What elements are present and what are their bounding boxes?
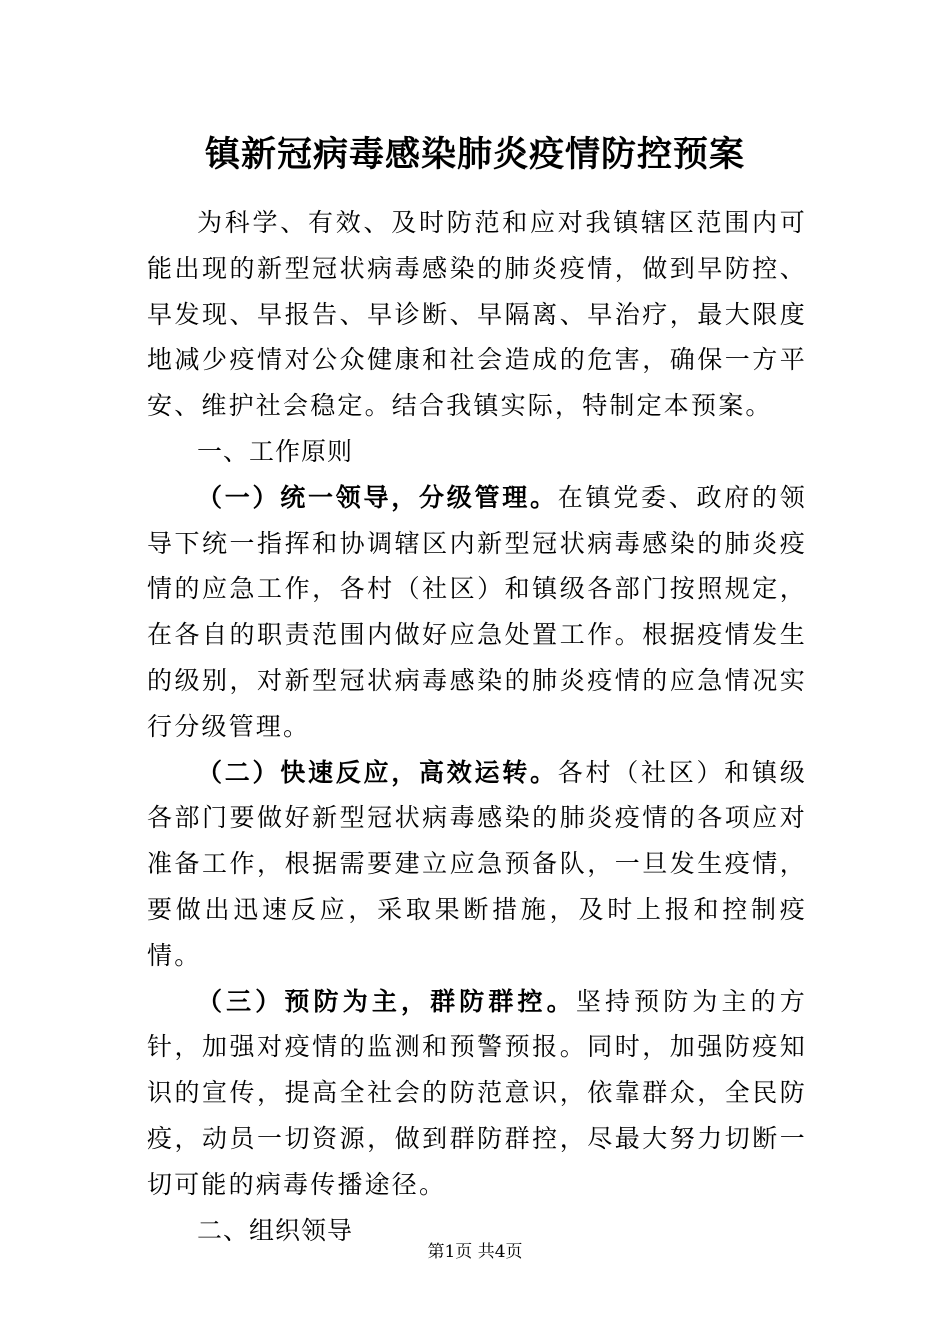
- principle-paragraph-2: [147, 750, 807, 979]
- section-heading-principles: 一、工作原则: [197, 436, 354, 466]
- principle-3-lead: （三）预防为主，群防群控。: [197, 986, 576, 1016]
- principle-2-text: 各村（社区）和镇级各部门要做好新型冠状病毒感染的肺炎疫情的各项应对准备工作，根据需要建立应急预备队，一旦发生疫情，要做出迅速反应，采取果断措施，及时上报和控制疫情。: [147, 757, 807, 970]
- principle-2-lead: （二）快速反应，高效运转。: [197, 757, 558, 787]
- principle-3-text: 坚持预防为主的方针，加强对疫情的监测和预警预报。同时，加强防疫知识的宣传，提高全社会的防范意识，依靠群众，全民防疫，动员一切资源，做到群防群控，尽最大努力切断一切可能的病毒传播途径。: [147, 986, 807, 1199]
- principle-paragraph-3: [147, 979, 807, 1208]
- principle-1-text: 在镇党委、政府的领导下统一指挥和协调辖区内新型冠状病毒感染的肺炎疫情的应急工作，各村（社区）和镇级各部门按照规定，在各自的职责范围内做好应急处置工作。根据疫情发生的级别，对新型冠状病毒感染的肺炎疫情的应急情况实行分级管理。: [147, 482, 807, 741]
- document-body: [147, 200, 807, 1253]
- page-number-footer: 第1页 共4页: [427, 1242, 523, 1262]
- intro-paragraph: 为科学、有效、及时防范和应对我镇辖区范围内可能出现的新型冠状病毒感染的肺炎疫情，做到早防控、早发现、早报告、早诊断、早隔离、早治疗，最大限度地减少疫情对公众健康和社会造成的危害，确保一方平安、维护社会稳定。结合我镇实际，特制定本预案。: [147, 208, 807, 421]
- principle-1-lead: （一）统一领导，分级管理。: [197, 482, 558, 512]
- section-heading-organization: 二、组织领导: [197, 1215, 354, 1245]
- document-title: 镇新冠病毒感染肺炎疫情防控预案: [204, 134, 745, 175]
- principle-paragraph-1: [147, 475, 807, 750]
